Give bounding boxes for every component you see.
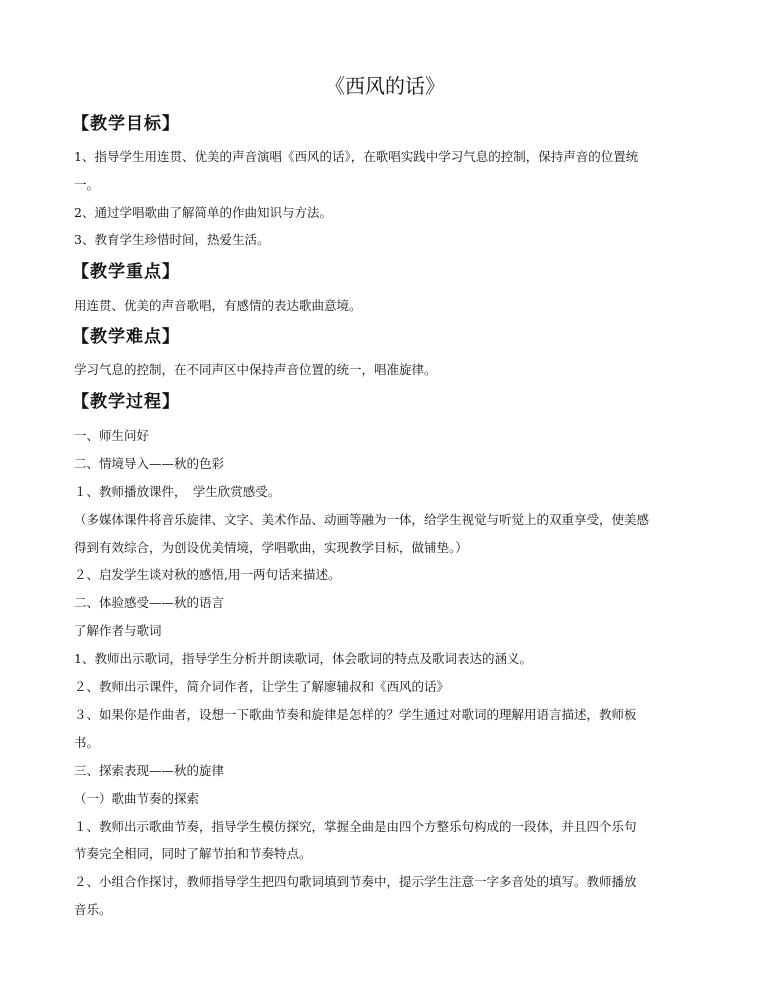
process-line: ２、教师出示课件，简介词作者，让学生了解廖辅叔和《西风的话》 [74,679,450,694]
process-line: １、教师播放课件， 学生欣赏感受。 [74,484,281,499]
process-line: １、教师出示歌曲节奏，指导学生模仿探究，掌握全曲是由四个方整乐句构成的一段体，并且四个乐句 [74,819,637,834]
process-line: 三、探索表现——秋的旋律 [74,763,225,778]
process-line: ３、如果你是作曲者，设想一下歌曲节奏和旋律是怎样的？学生通过对歌词的理解用语言描述，教师板 [74,707,637,722]
process-line: （多媒体课件将音乐旋律、文字、美术作品、动画等融为一体，给学生视觉与听觉上的双重享受，使美感 [74,512,650,527]
focus-heading: 【教学重点】 [72,262,180,282]
difficulty-line: 学习气息的控制，在不同声区中保持声音位置的统一，唱准旋律。 [74,362,437,377]
process-line: ２、启发学生谈对秋的感悟,用一两句话来描述。 [74,567,341,582]
goals-line: 3、教育学生珍惜时间，热爱生活。 [74,232,270,247]
process-heading: 【教学过程】 [72,392,180,412]
process-line: ２、小组合作探讨，教师指导学生把四句歌词填到节奏中，提示学生注意一字多音处的填写。教师播放 [74,874,637,889]
process-line: 二、体验感受——秋的语言 [74,595,225,610]
goals-heading: 【教学目标】 [72,114,180,134]
process-line: 1、教师出示歌词，指导学生分析并朗读歌词，体会歌词的特点及歌词表达的涵义。 [74,651,532,666]
process-line: 书。 [74,735,100,750]
goals-line: 一。 [74,177,100,192]
process-line: （一）歌曲节奏的探索 [74,791,200,806]
goals-line: 2、通过学唱歌曲了解简单的作曲知识与方法。 [74,205,332,220]
process-line: 音乐。 [74,902,112,917]
difficulty-heading: 【教学难点】 [72,327,180,347]
goals-line: 1、指导学生用连贯、优美的声音演唱《西风的话》，在歌唱实践中学习气息的控制，保持声音的位置统 [74,149,639,164]
process-line: 了解作者与歌词 [74,623,162,638]
focus-line: 用连贯、优美的声音歌唱，有感情的表达歌曲意境。 [74,298,362,313]
process-line: 一、师生问好 [74,428,150,443]
process-line: 二、情境导入——秋的色彩 [74,456,225,471]
document-title: 《西风的话》 [325,74,445,98]
process-line: 节奏完全相同，同时了解节拍和节奏特点。 [74,846,312,861]
process-line: 得到有效综合，为创设优美情境，学唱歌曲，实现教学目标，做铺垫。） [74,540,468,555]
